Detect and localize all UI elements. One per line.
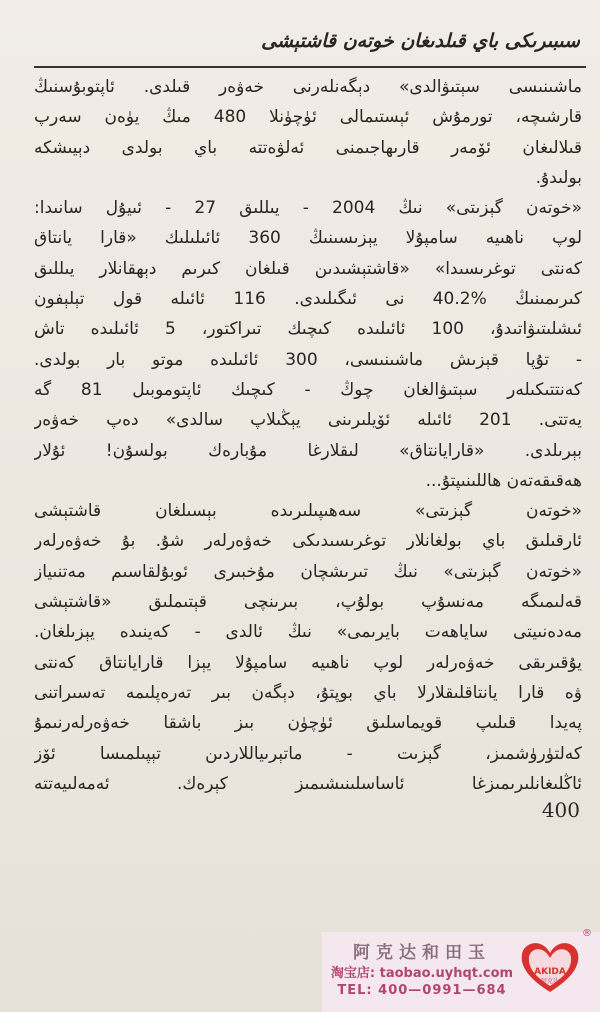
text-line: بولىدۇ.: [535, 167, 582, 188]
header-rule: [34, 66, 586, 68]
text-line: لوپ ناھىيە سامپۇلا يېزىسىنىڭ 360 ئائىلىلىك «قارا يانتاق: [34, 228, 582, 249]
text-line: قارشىچە، تورمۇش ئېستىمالى ئۈچۈنلا 480 مىڭ يۈەن سەرپ: [34, 107, 582, 128]
text-line: «خوتەن گېزىتى» نىڭ تىرىشچان مۇخبىرى ئوبۇلقاسىم مەتنىياز: [34, 561, 582, 582]
akida-logo-icon: [518, 938, 582, 994]
text-line: ئىشلىتىۋاتىدۇ، 100 ئائىلىدە كىچىك تىراكتور، 5 ئائىلىدە تاش: [34, 319, 582, 340]
logo-subtext: 阿克达: [540, 978, 560, 985]
text-line: كىرىمىنىڭ %40.2 نى ئىگىلىدى. 116 ئائىلە قول تېلېفون: [34, 289, 582, 310]
watermark-shop-url: 淘宝店: taobao.uyhqt.com: [330, 966, 514, 981]
text-line: مەدەنىيتى ساياھەت بايرىمى» نىڭ ئالدى - كەينىدە يېزىلغان.: [34, 622, 582, 643]
watermark-telephone: TEL: 400—0991—684: [337, 983, 507, 998]
text-line: [34, 799, 582, 802]
text-line: يۇقىرىقى خەۋەرلەر لوپ ناھىيە سامپۇلا يېزا قارايانتاق كەنتى: [34, 652, 582, 673]
text-line: ئاڭلىغانلىرىمىزغا ئاساسلىنىشىمىز كېرەك. ئەمەلىيەتتە: [34, 773, 582, 794]
text-line: كەلتۈرۈشمىز، گېزىت - ماتېرىياللاردىن تېپىلمىسا ئۆز: [34, 743, 582, 764]
body-text: [34, 72, 582, 802]
text-line: بېرىلدى. «قارايانتاق» لىقلارغا مۇبارەك بولسۇن! ئۇلار: [34, 440, 582, 461]
text-line: قەلىمىگە مەنسۇپ بولۇپ، بىرىنچى قېتىملىق «قاشتېشى: [34, 592, 582, 613]
text-line: «خوتەن گېزىتى» سەھىپىلىرىدە بېسىلغان قاشتېشى: [34, 501, 582, 522]
text-line: كەنتتىكىلەر سېتىۋالغان چوڭ - كىچىك ئاپتوموبىل 81 گە: [34, 379, 582, 400]
watermark-brand: 阿克达和田玉: [353, 943, 491, 963]
text-line: پەيدا قىلىپ قويماسلىق ئۈچۈن بىز باشقا خەۋەرلەرنىمۇ: [34, 713, 582, 734]
page-number: 400: [541, 798, 580, 822]
text-line: قىلالىغان ئۆمەر قارىھاجىمنى ئەلۋەتتە باي بولدى دېيىشكە: [34, 137, 582, 158]
text-line: ئارقىلىق باي بولغانلار توغرىسىدىكى خەۋەرلەر شۇ. بۇ خەۋەرلەر: [34, 531, 582, 552]
text-line: «خوتەن گېزىتى» نىڭ 2004 - يىللىق 27 - ئىيۇل سانىدا:: [34, 198, 582, 219]
logo-wordmark: AKIDA: [534, 967, 566, 977]
text-line: كەنتى توغرىسىدا» «قاشتېشىدىن قىلغان كىرىم دېھقانلار يىللىق: [34, 258, 582, 279]
text-line: يەتتى. 201 ئائىلە ئۆيلىرىنى يېڭىلاپ سالدى» دەپ خەۋەر: [34, 410, 582, 431]
text-line: ھەقىقەتەن ھاللىنىپتۇ...: [425, 470, 582, 491]
registered-mark: ®: [582, 928, 592, 939]
text-line: ۋە قارا يانتاقلىقلارلا باي بوپتۇ، دېگەن بىر تەرەپلىمە تەسىراتنى: [34, 682, 582, 703]
running-header-title: سىبىرىكى باي قىلدىغان خوتەن قاشتېشى: [261, 30, 580, 52]
text-line: ماشىنىسى سېتىۋالدى» دېگەنلەرنى خەۋەر قىلدى. ئاپتوبۇسنىڭ: [34, 77, 582, 97]
text-line: - تۇپا قېزىش ماشىنىسى، 300 ئائىلىدە موتو بار بولدى.: [34, 349, 582, 370]
